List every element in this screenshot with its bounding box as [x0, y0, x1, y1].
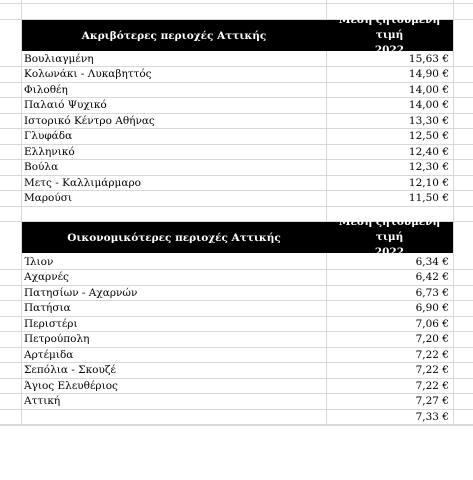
price-cell[interactable]: 6,34 €	[415, 255, 449, 268]
table-row[interactable]	[22, 378, 453, 394]
row-divider	[0, 424, 473, 425]
row-divider	[0, 425, 473, 426]
price-cell[interactable]: 7,33 €	[415, 410, 449, 423]
area-name-cell[interactable]: Παλαιό Ψυχικό	[24, 99, 107, 112]
table-row[interactable]	[22, 409, 453, 425]
table-row[interactable]	[22, 394, 453, 410]
area-column-header: Οικονομικότερες περιοχές Αττικής	[67, 231, 281, 244]
price-cell[interactable]: 12,10 €	[408, 176, 449, 189]
table-row[interactable]	[22, 113, 453, 129]
table-row[interactable]	[22, 98, 453, 114]
price-column-header: Μέση ζητούμενη τιμή 2022	[338, 14, 441, 56]
price-cell[interactable]: 7,22 €	[415, 364, 449, 377]
price-cell[interactable]: 6,73 €	[415, 286, 449, 299]
table-row[interactable]	[22, 51, 453, 67]
area-name-cell[interactable]: Ίλιον	[24, 255, 54, 268]
area-name-cell[interactable]: Άγιος Ελευθέριος	[24, 379, 118, 392]
area-name-cell[interactable]: Σεπόλια - Σκουζέ	[24, 364, 116, 377]
area-name-cell[interactable]: Βούλα	[24, 161, 59, 174]
area-name-cell[interactable]: Μετς - Καλλιμάρμαρο	[24, 176, 141, 189]
expensive-areas-header	[22, 14, 453, 56]
area-column-header: Ακριβότερες περιοχές Αττικής	[81, 29, 267, 42]
price-cell[interactable]: 7,22 €	[415, 379, 449, 392]
price-cell[interactable]: 6,90 €	[415, 302, 449, 315]
price-cell[interactable]: 14,90 €	[408, 68, 449, 81]
area-name-cell[interactable]: Αττική	[24, 395, 61, 408]
area-name-cell[interactable]: Γλυφάδα	[24, 130, 73, 143]
price-cell[interactable]: 14,00 €	[408, 83, 449, 96]
area-name-cell[interactable]: Πατήσια	[24, 302, 71, 315]
table-row[interactable]	[22, 363, 453, 379]
table-row[interactable]	[22, 82, 453, 98]
area-name-cell[interactable]: Πετρούπολη	[24, 333, 90, 346]
price-cell[interactable]: 15,63 €	[408, 52, 449, 65]
price-cell[interactable]: 12,50 €	[408, 130, 449, 143]
price-cell[interactable]: 7,06 €	[415, 317, 449, 330]
table-row[interactable]	[22, 191, 453, 207]
table-row[interactable]	[22, 347, 453, 363]
row-divider	[0, 206, 473, 207]
price-cell[interactable]: 7,27 €	[415, 395, 449, 408]
table-row[interactable]	[22, 316, 453, 332]
table-row[interactable]	[22, 144, 453, 160]
area-name-cell[interactable]: Μαρούσι	[24, 192, 73, 205]
price-cell[interactable]: 6,42 €	[415, 271, 449, 284]
table-row[interactable]	[22, 285, 453, 301]
price-column-header: Μέση ζητούμενη τιμή 2022	[338, 216, 441, 258]
area-name-cell[interactable]: Αρτέμιδα	[24, 348, 74, 361]
table-row[interactable]	[22, 175, 453, 191]
area-name-cell[interactable]: Αχαρνές	[24, 271, 69, 284]
area-name-cell[interactable]: Ιστορικό Κέντρο Αθήνας	[24, 114, 155, 127]
area-name-cell[interactable]: Κολωνάκι - Λυκαβηττός	[24, 68, 152, 81]
price-cell[interactable]: 13,30 €	[408, 114, 449, 127]
table-row[interactable]	[22, 67, 453, 83]
price-cell[interactable]: 7,20 €	[415, 333, 449, 346]
cheapest-areas-header	[22, 216, 453, 258]
table-row[interactable]	[22, 270, 453, 286]
price-cell[interactable]: 14,00 €	[408, 99, 449, 112]
row-divider	[0, 3, 473, 4]
area-name-cell[interactable]: Πατησίων - Αχαρνών	[24, 286, 138, 299]
table-row[interactable]	[22, 254, 453, 270]
table-row[interactable]	[22, 301, 453, 317]
price-cell[interactable]: 12,30 €	[408, 161, 449, 174]
table-row[interactable]	[22, 160, 453, 176]
area-name-cell[interactable]: Βουλιαγμένη	[24, 52, 94, 65]
area-name-cell[interactable]: Ελληνικό	[24, 145, 75, 158]
price-cell[interactable]: 7,22 €	[415, 348, 449, 361]
area-name-cell[interactable]: Περιστέρι	[24, 317, 78, 330]
table-row[interactable]	[22, 129, 453, 145]
table-row[interactable]	[22, 332, 453, 348]
price-cell[interactable]: 12,40 €	[408, 145, 449, 158]
area-name-cell[interactable]: Φιλοθέη	[24, 83, 68, 96]
price-cell[interactable]: 11,50 €	[408, 192, 449, 205]
